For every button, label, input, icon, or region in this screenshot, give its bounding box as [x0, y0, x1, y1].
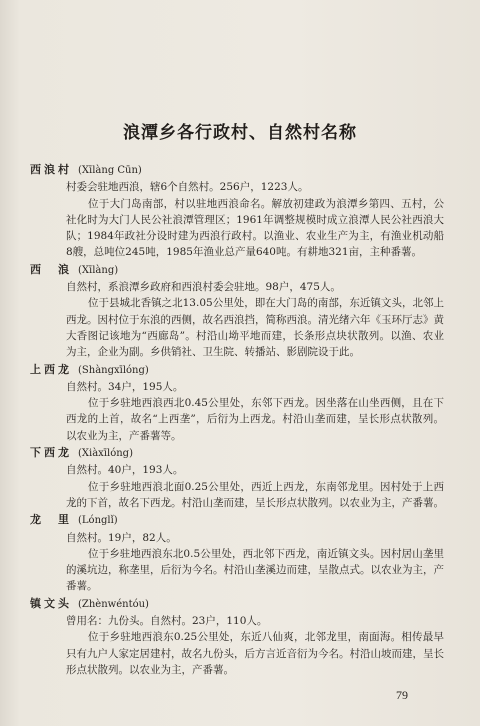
page-title: 浪潭乡各行政村、自然村名称 [123, 123, 357, 143]
entry-name: 西浪村 [30, 163, 72, 176]
entry-paragraph: 位于乡驻地西浪北面0.25公里处，西近上西龙，东南邻龙里。因村处于上西龙的下首，故名下西龙。村沿山垄而建，呈长形点状散列。以农业为主，产番薯。 [66, 480, 444, 509]
entry-summary: 自然村。34户，195人。 [66, 380, 184, 393]
entry-summary: 曾用名：九份头。自然村。23户，110人。 [66, 615, 268, 628]
entry-name: 上西龙 [30, 362, 72, 376]
entry-xiaxilong [30, 445, 444, 511]
page-number: 79 [396, 688, 408, 702]
entry-name: 镇文头 [30, 596, 72, 610]
entry-longli [30, 512, 444, 594]
entry-summary: 村委会驻地西浪，辖6个自然村。256户，1223人。 [66, 181, 309, 194]
entry-paragraph: 位于县城北香镇之北13.05公里处，即在大门岛的南部，东近镇文头，北邻上西龙。因村位于东浪的西侧，故名西浪挡，简称西浪。清光绪六年《玉环厅志》黄大香图记该地为“西廊岛”。村沿山坳平地而建，长条形点块状散列。以渔、农业为主，企业为副。乡供销社、卫生院、转播站、影剧院设于此。 [66, 297, 444, 359]
entry-pinyin: (Lónglǐ) [78, 515, 118, 527]
entry-name: 龙 里 [30, 513, 72, 527]
entry-zhenwentou [30, 596, 444, 678]
entry-paragraph: 位于乡驻地西浪东北0.5公里处，西北邻下西龙，南近镇文头。因村居山垄里的溪坑边，称垄里，后衍为今名。村沿山垄溪边而建，呈散点式。以农业为主，产番薯。 [66, 547, 444, 593]
entry-name: 下西龙 [30, 446, 72, 460]
entries-list [30, 162, 444, 678]
entry-paragraph: 位于大门岛南部，村以驻地西浪命名。解放初建政为浪潭乡第四、五村，公社化时为大门人民公社浪潭管理区；1961年调整规模时成立浪潭人民公社西浪大队；1984年政社分设时建为西浪行政村。以渔业、农业生产为主，有渔业机动船8艘，总吨位245吨，1985年渔业总产量640吨。有耕地321亩，主种番薯。 [66, 197, 444, 259]
entry-paragraph: 位于乡驻地西浪西北0.45公里处，东邻下西龙。因坐落在山坐西侧，且在下西龙的上首，故名“上西垄”，后衍为上西龙。村沿山垄而建，呈长形点状散列。以农业为主，产番薯等。 [66, 397, 444, 442]
entry-summary: 自然村，系浪潭乡政府和西浪村委会驻地。98户，475人。 [66, 281, 341, 294]
entry-shangxilong [30, 362, 444, 444]
entry-pinyin: (Zhènwéntóu) [78, 598, 149, 610]
entry-xilang-village [30, 162, 444, 261]
entry-pinyin: (Xīlàng) [78, 264, 119, 276]
entry-pinyin: (Xīlàng Cūn) [78, 165, 142, 176]
entry-summary: 自然村。40户，193人。 [66, 464, 184, 477]
entry-xilang [30, 262, 444, 361]
entry-pinyin: (Xiàxīlóng) [78, 448, 133, 460]
entry-pinyin: (Shàngxīlóng) [78, 364, 149, 376]
entry-paragraph: 位于乡驻地西浪东0.25公里处，东近八仙爽，北邻龙里，南面海。相传最早只有九户人家定居建村，故名九份头，后方言近音衍为今名。村沿山坡而建，呈长形点状散列。以农业为主，产番薯。 [66, 631, 444, 676]
entry-summary: 自然村。19户，82人。 [66, 531, 177, 544]
entry-name: 西 浪 [30, 262, 72, 276]
